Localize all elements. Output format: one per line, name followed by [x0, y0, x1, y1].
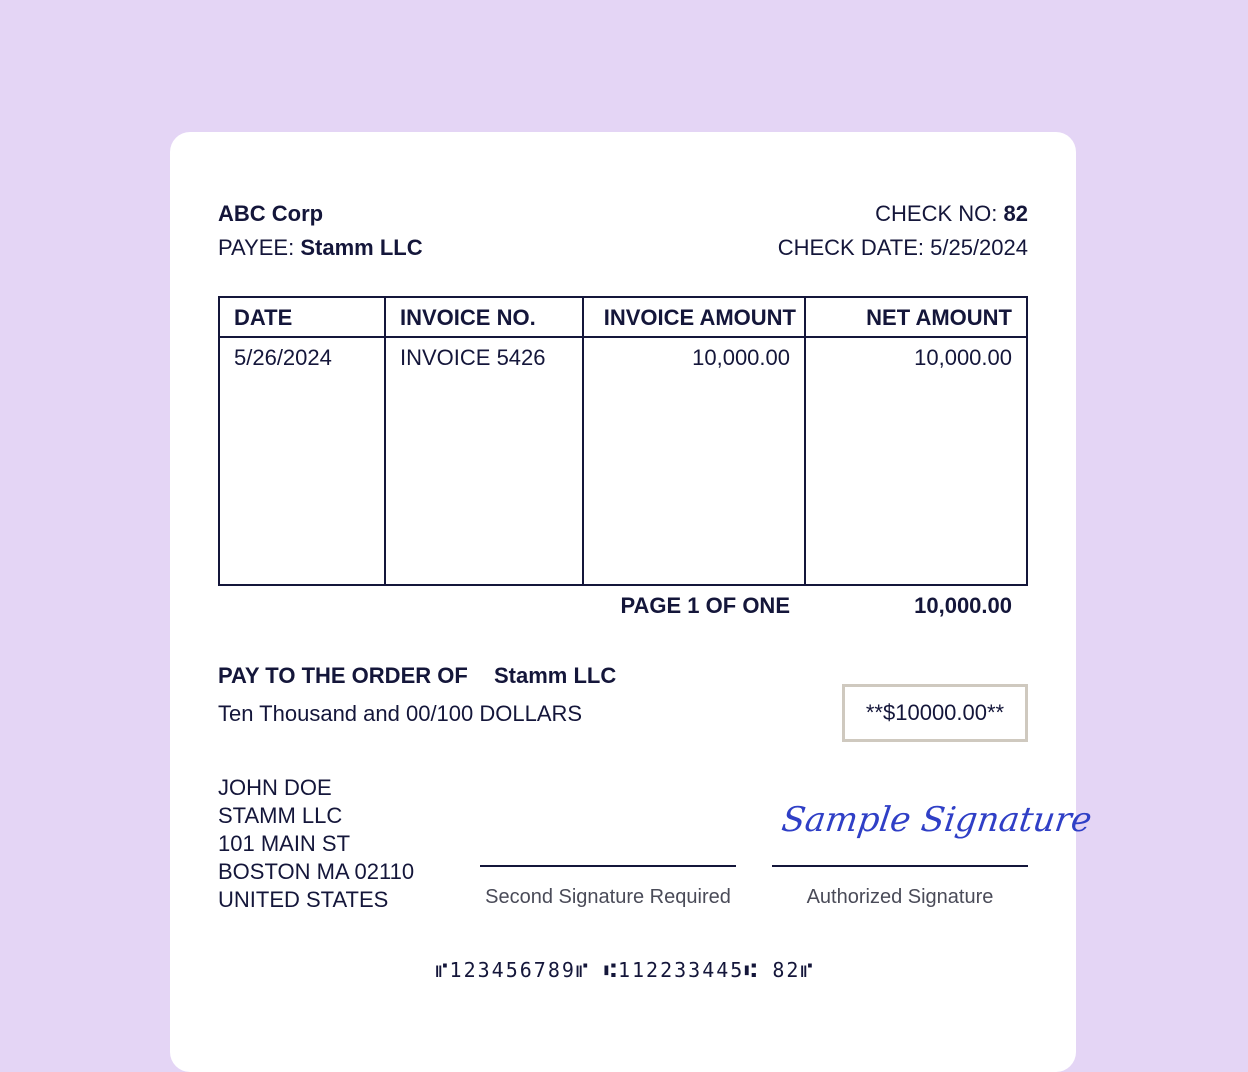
- check-card: [170, 132, 1095, 1072]
- micr-line: ⑈123456789⑈ ⑆112233445⑆ 82⑈: [435, 958, 815, 982]
- column-divider: [384, 298, 386, 584]
- address-line: UNITED STATES: [218, 887, 389, 912]
- signature-image: Sample Signature: [779, 800, 1095, 840]
- address-line: JOHN DOE: [218, 775, 332, 800]
- pay-order-label: PAY TO THE ORDER OF: [218, 663, 468, 688]
- payee-line: [218, 234, 423, 268]
- column-header-invoice-no: INVOICE NO.: [400, 305, 536, 330]
- cell-invoice-amount: 10,000.00: [692, 345, 790, 370]
- cell-net-amount: 10,000.00: [914, 345, 1012, 370]
- column-header-net-amount: NET AMOUNT: [866, 305, 1012, 330]
- check-no-label: CHECK NO:: [875, 201, 998, 226]
- amount-in-words: Ten Thousand and 00/100 DOLLARS: [218, 701, 583, 726]
- check-date-line: [778, 234, 1028, 268]
- payee-label: PAYEE:: [218, 235, 295, 260]
- check-no-value: 82: [1003, 201, 1028, 226]
- header-right: [778, 200, 1028, 268]
- column-header-invoice-amount: INVOICE AMOUNT: [603, 305, 796, 330]
- address-line: STAMM LLC: [218, 803, 343, 828]
- check-no-line: [778, 200, 1028, 234]
- amount-box: **$10000.00**: [842, 684, 1028, 742]
- invoice-table: [218, 296, 1028, 586]
- payee-value: Stamm LLC: [300, 235, 423, 260]
- address-line: 101 MAIN ST: [218, 831, 351, 856]
- header-divider: [220, 336, 1026, 338]
- header-left: [218, 200, 423, 268]
- column-divider: [804, 298, 806, 584]
- check-date-label: CHECK DATE:: [777, 235, 924, 260]
- authorized-signature-line: [772, 865, 1028, 867]
- total-amount: 10,000.00: [914, 593, 1012, 618]
- cell-date: 5/26/2024: [234, 345, 332, 370]
- authorized-signature-label: Authorized Signature: [806, 886, 994, 908]
- address-line: BOSTON MA 02110: [218, 859, 415, 884]
- company-name: ABC Corp: [218, 201, 324, 226]
- cell-invoice-no: INVOICE 5426: [400, 345, 546, 370]
- page-count: PAGE 1 OF ONE: [620, 593, 790, 618]
- column-divider: [582, 298, 584, 584]
- pay-order-value: Stamm LLC: [494, 663, 617, 688]
- second-signature-line: [480, 865, 736, 867]
- second-signature-label: Second Signature Required: [485, 886, 731, 908]
- check-date-value: 5/25/2024: [930, 235, 1028, 260]
- column-header-date: DATE: [234, 305, 293, 330]
